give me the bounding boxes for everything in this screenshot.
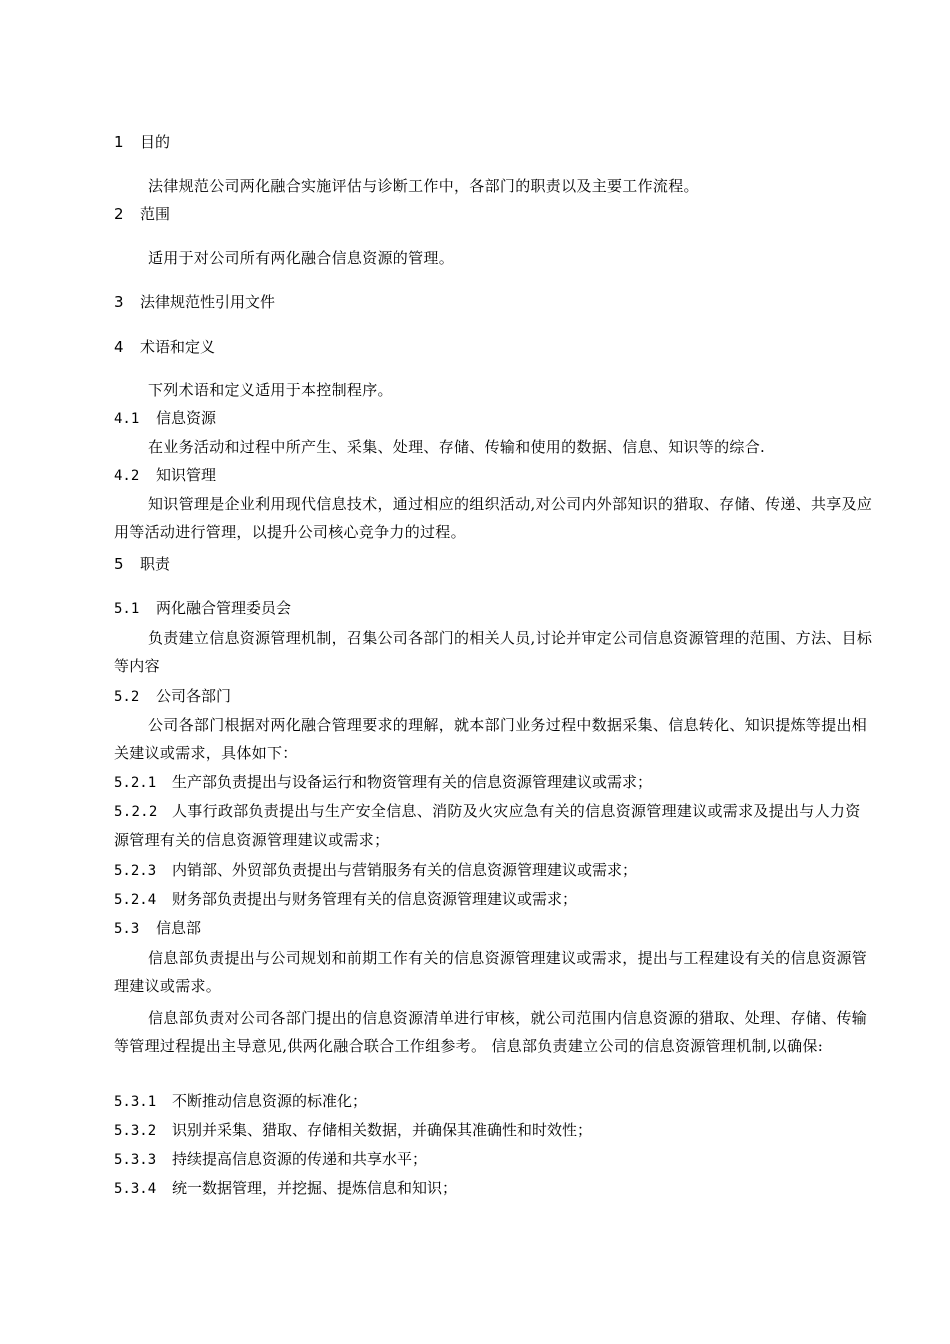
paragraph-info-dept-2: 信息部负责对公司各部门提出的信息资源清单进行审核，就公司范围内信息资源的猎取、处理、存储、传输等管理过程提出主导意见,供两化融合联合工作组参考。 信息部负责建立公司的信息资源管理机制,以确保: — [114, 1009, 868, 1055]
list-item-5-2-2 — [114, 797, 874, 854]
item-number: 5.3.4 — [114, 1181, 157, 1197]
item-text: 内销部、外贸部负责提出与营销服务有关的信息资源管理建议或需求； — [172, 861, 638, 879]
section-title: 范围 — [140, 205, 171, 223]
section-heading-5 — [114, 550, 874, 578]
list-item-5-3-1 — [114, 1087, 874, 1116]
list-item-5-2-4 — [114, 885, 874, 914]
paragraph-info-resource: 在业务活动和过程中所产生、采集、处理、存储、传输和使用的数据、信息、知识等的综合. — [148, 438, 766, 456]
subsection-title: 信息资源 — [156, 409, 217, 427]
subsection-number: 5.1 — [114, 601, 140, 617]
item-text: 不断推动信息资源的标准化； — [172, 1092, 368, 1110]
section-number: 4 — [114, 338, 124, 356]
section-title: 术语和定义 — [140, 338, 216, 356]
subsection-heading-5-1 — [114, 594, 874, 623]
item-number: 5.2.3 — [114, 863, 157, 879]
section-number: 2 — [114, 205, 124, 223]
subsection-number: 4.2 — [114, 468, 140, 484]
list-item-5-3-3 — [114, 1145, 874, 1174]
item-text: 财务部负责提出与财务管理有关的信息资源管理建议或需求； — [172, 890, 578, 908]
list-item-5-2-3 — [114, 856, 874, 885]
section-title: 职责 — [140, 555, 171, 573]
item-text: 生产部负责提出与设备运行和物资管理有关的信息资源管理建议或需求； — [172, 773, 653, 791]
subsection-number: 5.3 — [114, 921, 140, 937]
list-item-5-2-1 — [114, 768, 874, 797]
item-text: 人事行政部负责提出与生产安全信息、消防及火灾应急有关的信息资源管理建议或需求及提出与人力资源管理有关的信息资源管理建议或需求； — [114, 802, 861, 849]
section-number: 5 — [114, 555, 124, 573]
section-title: 目的 — [140, 133, 171, 151]
section-heading-4 — [114, 333, 874, 361]
paragraph-knowledge-mgmt: 知识管理是企业利用现代信息技术，通过相应的组织活动,对公司内外部知识的猎取、存储、传递、共享及应用等活动进行管理，以提升公司核心竞争力的过程。 — [114, 495, 873, 541]
item-number: 5.2.1 — [114, 775, 157, 791]
item-number: 5.2.2 — [114, 804, 158, 820]
subsection-number: 5.2 — [114, 689, 140, 705]
paragraph-info-dept-1: 信息部负责提出与公司规划和前期工作有关的信息资源管理建议或需求，提出与工程建设有关的信息资源管理建议或需求。 — [114, 949, 868, 995]
subsection-title: 两化融合管理委员会 — [156, 599, 292, 617]
item-text: 统一数据管理，并挖掘、提炼信息和知识； — [172, 1179, 458, 1197]
item-number: 5.2.4 — [114, 892, 157, 908]
section-heading-2 — [114, 200, 874, 228]
subsection-heading-4-1 — [114, 404, 874, 433]
subsection-title: 公司各部门 — [156, 687, 232, 705]
item-number: 5.3.3 — [114, 1152, 157, 1168]
subsection-heading-5-2 — [114, 682, 874, 711]
subsection-heading-4-2 — [114, 461, 874, 490]
section-number: 1 — [114, 133, 124, 151]
section-title: 法律规范性引用文件 — [140, 293, 276, 311]
paragraph-committee: 负责建立信息资源管理机制，召集公司各部门的相关人员,讨论并审定公司信息资源管理的范围、方法、目标等内容 — [114, 629, 873, 675]
item-text: 持续提高信息资源的传递和共享水平； — [172, 1150, 428, 1168]
paragraph-terms: 下列术语和定义适用于本控制程序。 — [148, 381, 393, 399]
subsection-number: 4.1 — [114, 411, 140, 427]
list-item-5-3-2 — [114, 1116, 874, 1145]
item-number: 5.3.2 — [114, 1123, 157, 1139]
paragraph-departments: 公司各部门根据对两化融合管理要求的理解，就本部门业务过程中数据采集、信息转化、知识提炼等提出相关建议或需求，具体如下： — [114, 716, 868, 762]
section-heading-1 — [114, 128, 874, 156]
list-item-5-3-4 — [114, 1174, 874, 1203]
paragraph-purpose: 法律规范公司两化融合实施评估与诊断工作中，各部门的职责以及主要工作流程。 — [148, 177, 699, 195]
item-text: 识别并采集、猎取、存储相关数据，并确保其准确性和时效性； — [172, 1121, 593, 1139]
item-number: 5.3.1 — [114, 1094, 157, 1110]
subsection-heading-5-3 — [114, 914, 874, 943]
section-heading-3 — [114, 288, 874, 316]
subsection-title: 信息部 — [156, 919, 202, 937]
paragraph-scope: 适用于对公司所有两化融合信息资源的管理。 — [148, 249, 455, 267]
subsection-title: 知识管理 — [156, 466, 217, 484]
section-number: 3 — [114, 293, 124, 311]
